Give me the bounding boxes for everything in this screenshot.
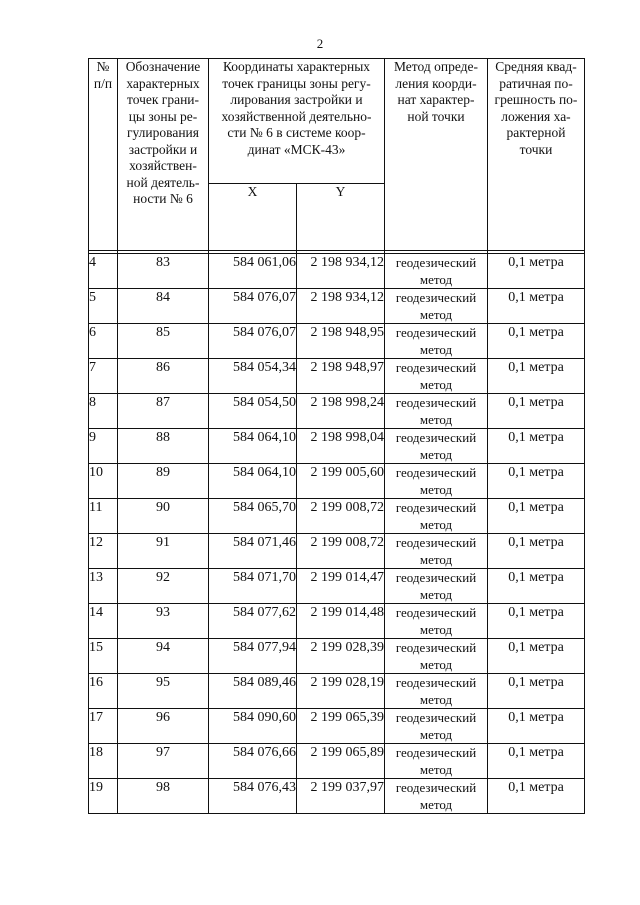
method-cell: геодезический метод <box>385 464 488 499</box>
row-number: 6 <box>89 324 118 359</box>
method-cell: геодезический метод <box>385 569 488 604</box>
error-cell: 0,1 метра <box>488 324 585 359</box>
error-cell: 0,1 метра <box>488 569 585 604</box>
coord-y: 2 199 028,39 <box>297 639 385 674</box>
coord-x: 584 076,07 <box>209 289 297 324</box>
method-cell: геодезический метод <box>385 639 488 674</box>
coord-x: 584 077,62 <box>209 604 297 639</box>
point-designation: 87 <box>118 394 209 429</box>
coord-x: 584 071,46 <box>209 534 297 569</box>
coord-x: 584 054,50 <box>209 394 297 429</box>
point-designation: 97 <box>118 744 209 779</box>
row-number: 5 <box>89 289 118 324</box>
table-body <box>89 254 585 814</box>
error-cell: 0,1 метра <box>488 429 585 464</box>
table-row <box>89 324 585 359</box>
point-designation: 84 <box>118 289 209 324</box>
point-designation: 83 <box>118 254 209 289</box>
method-cell: геодезический метод <box>385 394 488 429</box>
coord-y: 2 199 014,48 <box>297 604 385 639</box>
row-number: 18 <box>89 744 118 779</box>
error-cell: 0,1 метра <box>488 289 585 324</box>
page-number: 2 <box>316 36 324 51</box>
table-row <box>89 499 585 534</box>
method-cell: геодезический метод <box>385 289 488 324</box>
table-header <box>89 59 585 254</box>
header-point-designation: Обозначение характерных точек грани- цы зоны ре- гулирования застройки и хозяйствен- ной деятель- ности № 6 <box>118 59 209 251</box>
error-cell: 0,1 метра <box>488 464 585 499</box>
header-coordinates: Координаты характерных точек границы зоны регу- лирования застройки и хозяйственной деятельно- сти № 6 в системе коор- динат «МСК-43» <box>209 59 385 184</box>
point-designation: 93 <box>118 604 209 639</box>
error-cell: 0,1 метра <box>488 604 585 639</box>
table-row <box>89 254 585 289</box>
row-number: 17 <box>89 709 118 744</box>
coord-x: 584 054,34 <box>209 359 297 394</box>
coord-y: 2 198 998,24 <box>297 394 385 429</box>
row-number: 19 <box>89 779 118 814</box>
method-cell: геодезический метод <box>385 709 488 744</box>
error-cell: 0,1 метра <box>488 394 585 429</box>
coord-y: 2 199 008,72 <box>297 534 385 569</box>
error-cell: 0,1 метра <box>488 779 585 814</box>
method-cell: геодезический метод <box>385 324 488 359</box>
method-cell: геодезический метод <box>385 499 488 534</box>
row-number: 14 <box>89 604 118 639</box>
error-cell: 0,1 метра <box>488 254 585 289</box>
method-cell: геодезический метод <box>385 744 488 779</box>
coord-y: 2 199 028,19 <box>297 674 385 709</box>
coord-x: 584 077,94 <box>209 639 297 674</box>
row-number: 11 <box>89 499 118 534</box>
coord-x: 584 061,06 <box>209 254 297 289</box>
header-x: X <box>209 184 297 251</box>
table-row <box>89 429 585 464</box>
row-number: 10 <box>89 464 118 499</box>
row-number: 15 <box>89 639 118 674</box>
coord-y: 2 199 005,60 <box>297 464 385 499</box>
table-row <box>89 359 585 394</box>
coord-x: 584 090,60 <box>209 709 297 744</box>
coord-x: 584 076,43 <box>209 779 297 814</box>
coord-y: 2 198 948,97 <box>297 359 385 394</box>
table-row <box>89 394 585 429</box>
coord-x: 584 076,66 <box>209 744 297 779</box>
header-method: Метод опреде- ления коорди- нат характер- ной точки <box>385 59 488 251</box>
point-designation: 88 <box>118 429 209 464</box>
row-number: 4 <box>89 254 118 289</box>
table-row <box>89 639 585 674</box>
row-number: 8 <box>89 394 118 429</box>
table-row <box>89 289 585 324</box>
point-designation: 86 <box>118 359 209 394</box>
error-cell: 0,1 метра <box>488 639 585 674</box>
method-cell: геодезический метод <box>385 359 488 394</box>
method-cell: геодезический метод <box>385 429 488 464</box>
point-designation: 96 <box>118 709 209 744</box>
row-number: 12 <box>89 534 118 569</box>
coord-x: 584 071,70 <box>209 569 297 604</box>
error-cell: 0,1 метра <box>488 534 585 569</box>
error-cell: 0,1 метра <box>488 744 585 779</box>
error-cell: 0,1 метра <box>488 499 585 534</box>
coord-x: 584 064,10 <box>209 464 297 499</box>
row-number: 16 <box>89 674 118 709</box>
error-cell: 0,1 метра <box>488 709 585 744</box>
method-cell: геодезический метод <box>385 534 488 569</box>
point-designation: 85 <box>118 324 209 359</box>
method-cell: геодезический метод <box>385 254 488 289</box>
coordinates-table <box>88 58 585 814</box>
row-number: 7 <box>89 359 118 394</box>
method-cell: геодезический метод <box>385 604 488 639</box>
table-row <box>89 604 585 639</box>
row-number: 9 <box>89 429 118 464</box>
table-row <box>89 534 585 569</box>
coord-x: 584 065,70 <box>209 499 297 534</box>
table-row <box>89 674 585 709</box>
header-error: Средняя квад- ратичная по- грешность по- ложения ха- рактерной точки <box>488 59 585 251</box>
error-cell: 0,1 метра <box>488 674 585 709</box>
method-cell: геодезический метод <box>385 674 488 709</box>
coord-y: 2 198 998,04 <box>297 429 385 464</box>
coord-y: 2 199 008,72 <box>297 499 385 534</box>
table-row <box>89 569 585 604</box>
method-cell: геодезический метод <box>385 779 488 814</box>
coord-x: 584 089,46 <box>209 674 297 709</box>
error-cell: 0,1 метра <box>488 359 585 394</box>
row-number: 13 <box>89 569 118 604</box>
point-designation: 90 <box>118 499 209 534</box>
coord-y: 2 199 065,39 <box>297 709 385 744</box>
coord-y: 2 199 037,97 <box>297 779 385 814</box>
coord-y: 2 199 065,89 <box>297 744 385 779</box>
header-y: Y <box>297 184 385 251</box>
point-designation: 92 <box>118 569 209 604</box>
coord-y: 2 198 934,12 <box>297 289 385 324</box>
point-designation: 94 <box>118 639 209 674</box>
coord-y: 2 198 948,95 <box>297 324 385 359</box>
coord-x: 584 076,07 <box>209 324 297 359</box>
table-row <box>89 709 585 744</box>
table-row <box>89 464 585 499</box>
coord-y: 2 198 934,12 <box>297 254 385 289</box>
header-number: № п/п <box>89 59 118 251</box>
coord-x: 584 064,10 <box>209 429 297 464</box>
table-row <box>89 779 585 814</box>
point-designation: 89 <box>118 464 209 499</box>
point-designation: 98 <box>118 779 209 814</box>
table-row <box>89 744 585 779</box>
point-designation: 91 <box>118 534 209 569</box>
point-designation: 95 <box>118 674 209 709</box>
coord-y: 2 199 014,47 <box>297 569 385 604</box>
